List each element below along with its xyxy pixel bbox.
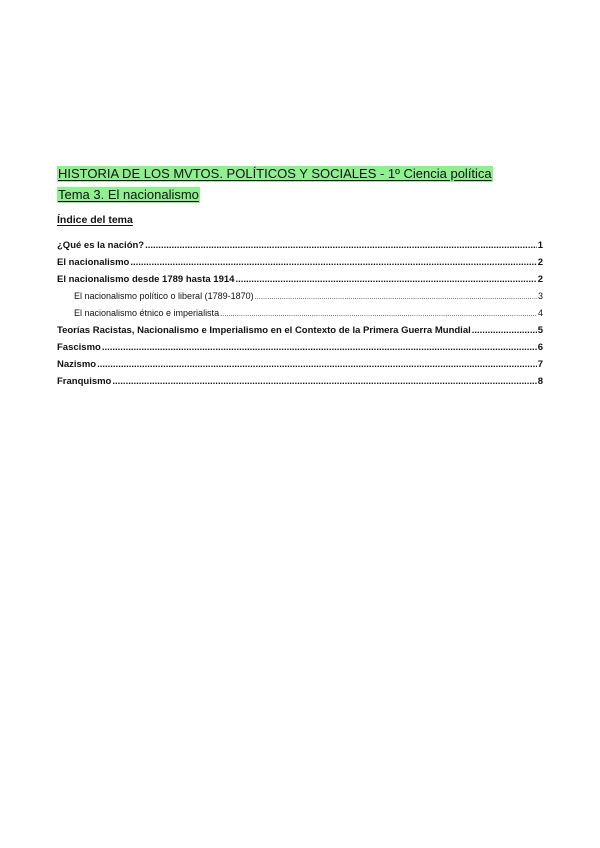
document-title-text: HISTORIA DE LOS MVTOS. POLÍTICOS Y SOCIALES - 1º Ciencia política [58,166,492,181]
toc-entry[interactable] [57,240,543,257]
toc-entry-title: Fascismo [57,342,101,353]
toc-entry-title: Teorías Racistas, Nacionalismo e Imperialismo en el Contexto de la Primera Guerra Mundial [57,325,471,336]
toc-entry-title: El nacionalismo étnico e imperialista [74,308,220,318]
toc-leader-dots [97,359,537,370]
toc-entry[interactable] [57,376,543,393]
document-subtitle-text: Tema 3. El nacionalismo [58,187,199,202]
toc-entry[interactable] [57,359,543,376]
toc-leader-dots [472,325,537,336]
toc-entry-page: 8 [537,376,543,387]
toc-entry-title: El nacionalismo desde 1789 hasta 1914 [57,274,235,285]
index-heading: Índice del tema [57,214,133,226]
document-title [57,165,493,183]
toc-entry-page: 4 [537,308,543,318]
toc-entry[interactable] [57,325,543,342]
toc-entry[interactable] [57,342,543,359]
toc-entry-title: Franquismo [57,376,112,387]
toc-entry-page: 6 [537,342,543,353]
toc-entry-title: El nacionalismo [57,257,130,268]
toc-entry-page: 7 [537,359,543,370]
toc-subentry[interactable] [57,308,543,325]
toc-leader-dots [220,308,537,318]
toc-leader-dots [102,342,537,353]
toc-subentry[interactable] [57,291,543,308]
toc-leader-dots [145,240,537,251]
toc-leader-dots [130,257,536,268]
toc-leader-dots [235,274,536,285]
table-of-contents [57,240,543,393]
toc-entry-page: 5 [537,325,543,336]
toc-entry-title: El nacionalismo político o liberal (1789-1870) [74,291,254,301]
toc-leader-dots [112,376,536,387]
toc-entry-title: ¿Qué es la nación? [57,240,145,251]
toc-entry-page: 2 [537,257,543,268]
toc-entry-page: 2 [537,274,543,285]
toc-entry-title: Nazismo [57,359,97,370]
toc-entry[interactable] [57,274,543,291]
document-subtitle [57,186,200,204]
toc-entry-page: 1 [537,240,543,251]
toc-entry[interactable] [57,257,543,274]
toc-leader-dots [255,291,537,301]
toc-entry-page: 3 [537,291,543,301]
